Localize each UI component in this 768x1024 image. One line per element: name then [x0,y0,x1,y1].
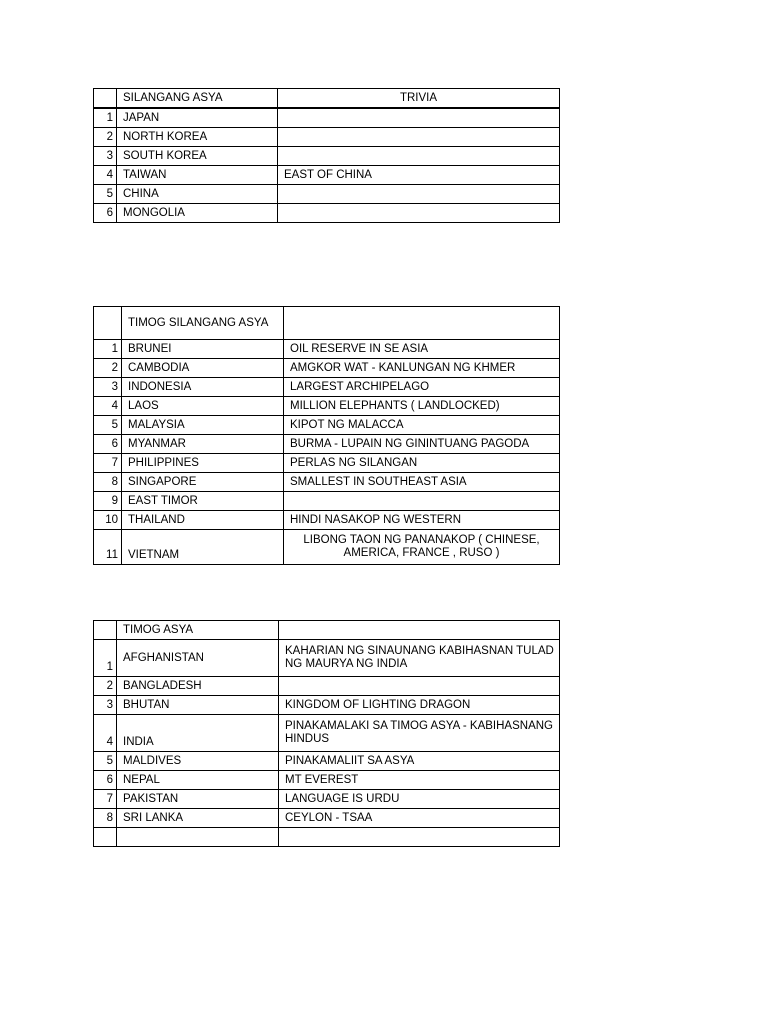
country-cell: PHILIPPINES [122,454,284,473]
trivia-cell: PINAKAMALIIT SA ASYA [279,752,560,771]
trivia-cell: KIPOT NG MALACCA [284,416,560,435]
table-row [94,640,560,677]
trivia-cell: LARGEST ARCHIPELAGO [284,378,560,397]
trivia-cell: PINAKAMALAKI SA TIMOG ASYA - KABIHASNANG HINDUS [279,715,560,752]
country-cell: TAIWAN [117,166,278,185]
row-number: 4 [94,397,122,416]
row-number: 2 [94,677,117,696]
row-number: 3 [94,696,117,715]
country-cell: SOUTH KOREA [117,147,278,166]
east-asia-table [93,88,560,223]
row-number: 1 [94,108,117,128]
table-row [94,771,560,790]
row-number: 11 [94,530,122,565]
country-cell: PAKISTAN [117,790,279,809]
table-header-row [94,307,560,340]
empty-cell [117,828,279,847]
table-row [94,473,560,492]
table-row [94,128,560,147]
trivia-cell [278,147,560,166]
header-trivia-cell: TRIVIA [278,89,560,109]
southeast-asia-table [93,306,560,565]
table-row [94,435,560,454]
table-row [94,715,560,752]
row-number: 5 [94,185,117,204]
empty-table-row [94,828,560,847]
table-row [94,416,560,435]
country-cell: EAST TIMOR [122,492,284,511]
header-num-cell [94,621,117,640]
table-row [94,511,560,530]
row-number: 2 [94,128,117,147]
trivia-cell: LIBONG TAON NG PANANAKOP ( CHINESE, AMERICA, FRANCE , RUSO ) [284,530,560,565]
trivia-cell: PERLAS NG SILANGAN [284,454,560,473]
row-number: 4 [94,166,117,185]
country-cell: BHUTAN [117,696,279,715]
row-number: 6 [94,204,117,223]
header-region-cell: TIMOG ASYA [117,621,279,640]
trivia-cell [278,185,560,204]
table-row [94,378,560,397]
country-cell: THAILAND [122,511,284,530]
trivia-cell: SMALLEST IN SOUTHEAST ASIA [284,473,560,492]
trivia-cell [278,108,560,128]
country-cell: MALAYSIA [122,416,284,435]
country-cell: SRI LANKA [117,809,279,828]
south-asia-table [93,620,560,847]
country-cell: LAOS [122,397,284,416]
trivia-cell: BURMA - LUPAIN NG GININTUANG PAGODA [284,435,560,454]
row-number: 10 [94,511,122,530]
row-number: 7 [94,790,117,809]
empty-cell [279,828,560,847]
trivia-cell [278,204,560,223]
table-row [94,492,560,511]
row-number: 9 [94,492,122,511]
table-row [94,809,560,828]
header-num-cell [94,89,117,109]
table-row [94,166,560,185]
row-number: 8 [94,809,117,828]
table-row [94,677,560,696]
table-row [94,204,560,223]
row-number: 8 [94,473,122,492]
country-cell: JAPAN [117,108,278,128]
country-cell: AFGHANISTAN [117,640,279,677]
trivia-cell [278,128,560,147]
row-number: 4 [94,715,117,752]
country-cell: CHINA [117,185,278,204]
country-cell: SINGAPORE [122,473,284,492]
header-trivia-cell [284,307,560,340]
country-cell: MYANMAR [122,435,284,454]
header-trivia-cell [279,621,560,640]
row-number: 6 [94,771,117,790]
trivia-cell: KAHARIAN NG SINAUNANG KABIHASNAN TULAD NG MAURYA NG INDIA [279,640,560,677]
country-cell: MONGOLIA [117,204,278,223]
empty-cell [94,828,117,847]
table-row [94,530,560,565]
country-cell: NORTH KOREA [117,128,278,147]
table-header-row [94,89,560,109]
table-row [94,108,560,128]
trivia-cell: AMGKOR WAT - KANLUNGAN NG KHMER [284,359,560,378]
trivia-cell [284,492,560,511]
trivia-cell [279,677,560,696]
row-number: 5 [94,416,122,435]
table-row [94,147,560,166]
row-number: 3 [94,147,117,166]
header-region-cell: TIMOG SILANGANG ASYA [122,307,284,340]
row-number: 7 [94,454,122,473]
header-region-cell: SILANGANG ASYA [117,89,278,109]
trivia-cell: EAST OF CHINA [278,166,560,185]
table-row [94,359,560,378]
row-number: 1 [94,340,122,359]
country-cell: NEPAL [117,771,279,790]
country-cell: INDONESIA [122,378,284,397]
row-number: 1 [94,640,117,677]
country-cell: BANGLADESH [117,677,279,696]
trivia-cell: LANGUAGE IS URDU [279,790,560,809]
row-number: 3 [94,378,122,397]
country-cell: VIETNAM [122,530,284,565]
row-number: 6 [94,435,122,454]
table-row [94,397,560,416]
country-cell: MALDIVES [117,752,279,771]
row-number: 2 [94,359,122,378]
trivia-cell: KINGDOM OF LIGHTING DRAGON [279,696,560,715]
trivia-cell: MT EVEREST [279,771,560,790]
country-cell: CAMBODIA [122,359,284,378]
table-header-row [94,621,560,640]
table-row [94,340,560,359]
trivia-cell: HINDI NASAKOP NG WESTERN [284,511,560,530]
country-cell: INDIA [117,715,279,752]
country-cell: BRUNEI [122,340,284,359]
table-row [94,790,560,809]
table-row [94,752,560,771]
trivia-cell: MILLION ELEPHANTS ( LANDLOCKED) [284,397,560,416]
table-row [94,696,560,715]
table-row [94,185,560,204]
header-num-cell [94,307,122,340]
trivia-cell: CEYLON - TSAA [279,809,560,828]
row-number: 5 [94,752,117,771]
table-row [94,454,560,473]
trivia-cell: OIL RESERVE IN SE ASIA [284,340,560,359]
